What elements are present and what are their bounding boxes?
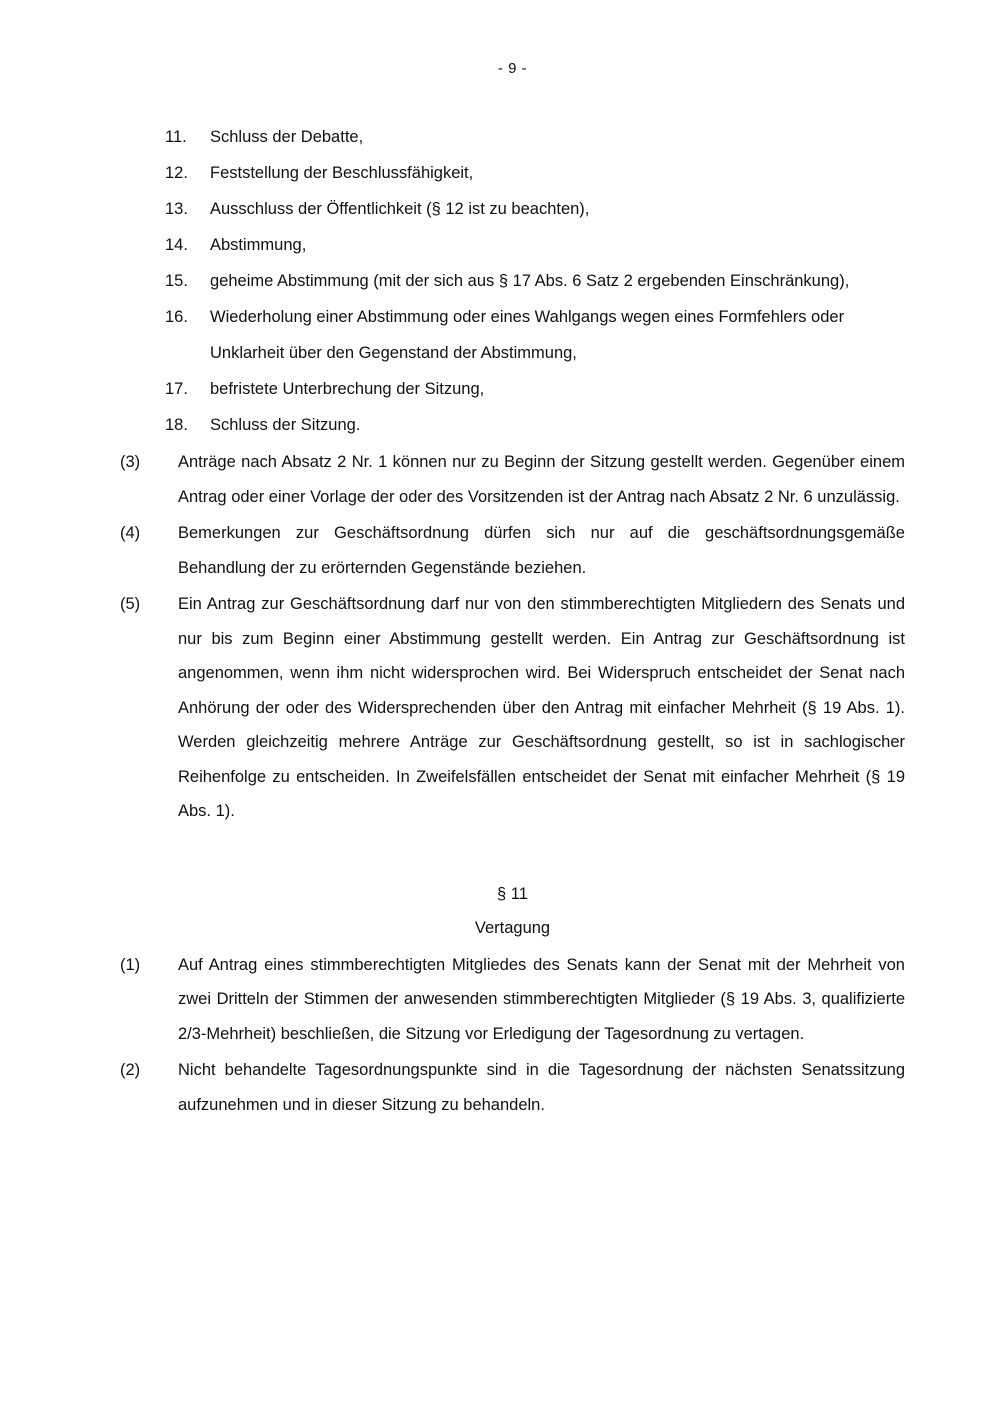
list-item-number: 12.: [165, 164, 188, 182]
list-item-text: Feststellung der Beschlussfähigkeit,: [210, 164, 474, 182]
list-item-text: Schluss der Sitzung.: [210, 416, 361, 434]
list-item: [165, 227, 905, 263]
paragraph-marker: (3): [120, 453, 141, 471]
paragraph-marker: (2): [120, 1061, 141, 1079]
list-item: [165, 299, 905, 371]
list-item: [165, 371, 905, 407]
section-subheading: Vertagung: [474, 919, 551, 937]
list-item-text: befristete Unterbrechung der Sitzung,: [210, 380, 485, 398]
paragraph-marker: (1): [120, 955, 141, 974]
list-item-text: geheime Abstimmung (mit der sich aus § 17 Abs. 6 Satz 2 ergebenden Einschränkung),: [210, 272, 850, 290]
list-item-number: 14.: [165, 236, 188, 254]
list-item: [165, 191, 905, 227]
paragraph-4: [120, 516, 905, 585]
list-item: [165, 119, 905, 155]
paragraph-3: [120, 445, 905, 514]
list-item-text: Abstimmung,: [210, 236, 307, 254]
list-item-number: 13.: [165, 200, 188, 218]
list-item-text: Schluss der Debatte,: [210, 128, 364, 146]
paragraph-5: [120, 587, 905, 829]
paragraph-text: Nicht behandelte Tagesordnungspunkte sind in die Tagesordnung der nächsten Senatssitzung aufzunehmen und in dieser Sitzung zu behandeln.: [178, 1061, 905, 1114]
paragraph-text: Auf Antrag eines stimmberechtigten Mitgliedes des Senats kann der Senat mit der Mehrheit von zwei Dritteln der Stimmen der anwesenden stimmberechtigten Mitglieder (§ 19 Abs. 3, qualifizierte 2/3-Mehrheit) beschließen, die Sitzung vor Erledigung der Tagesordnung zu vertagen.: [178, 955, 905, 1043]
paragraph-text: Bemerkungen zur Geschäftsordnung dürfen sich nur auf die geschäftsordnungsgemäße Behandlung der zu erörternden Gegenstände beziehen.: [178, 524, 905, 577]
agenda-item-list: [165, 119, 905, 443]
list-item: [165, 155, 905, 191]
list-item-number: 16.: [165, 308, 188, 326]
list-item-number: 17.: [165, 380, 188, 398]
section-heading: § 11: [497, 884, 528, 903]
page-number: - 9 -: [497, 60, 528, 77]
paragraph-text: Ein Antrag zur Geschäftsordnung darf nur von den stimmberechtigten Mitgliedern des Senats und nur bis zum Beginn einer Abstimmung gestellt werden. Ein Antrag zur Geschäftsordnung ist angenommen, wenn ihm nicht widersprochen wird. Bei Widerspruch entscheidet der Senat nach Anhörung der oder des Widersprechenden über den Antrag mit einfacher Mehrheit (§ 19 Abs. 1). Werden gleichzeitig mehrere Anträge zur Geschäftsordnung gestellt, so ist in sachlogischer Reihenfolge zu entscheiden. In Zweifelsfällen entscheidet der Senat mit einfacher Mehrheit (§ 19 Abs. 1).: [178, 595, 905, 820]
paragraph-marker: (4): [120, 524, 141, 542]
list-item-number: 18.: [165, 416, 188, 434]
list-item-text: Ausschluss der Öffentlichkeit (§ 12 ist zu beachten),: [210, 200, 590, 218]
list-item: [165, 263, 905, 299]
list-item-number: 15.: [165, 272, 188, 290]
list-item-number: 11.: [165, 128, 187, 146]
section-paragraph-1: [120, 948, 905, 1052]
paragraph-text: Anträge nach Absatz 2 Nr. 1 können nur zu Beginn der Sitzung gestellt werden. Gegenüber einem Antrag oder einer Vorlage der oder des Vorsitzenden ist der Antrag nach Absatz 2 Nr. 6 unzulässig.: [178, 453, 905, 506]
list-item: [165, 407, 905, 443]
paragraph-marker: (5): [120, 595, 141, 613]
list-item-text: Wiederholung einer Abstimmung oder eines Wahlgangs wegen eines Formfehlers oder Unklarheit über den Gegenstand der Abstimmung,: [210, 308, 845, 362]
section-paragraph-2: [120, 1053, 905, 1122]
